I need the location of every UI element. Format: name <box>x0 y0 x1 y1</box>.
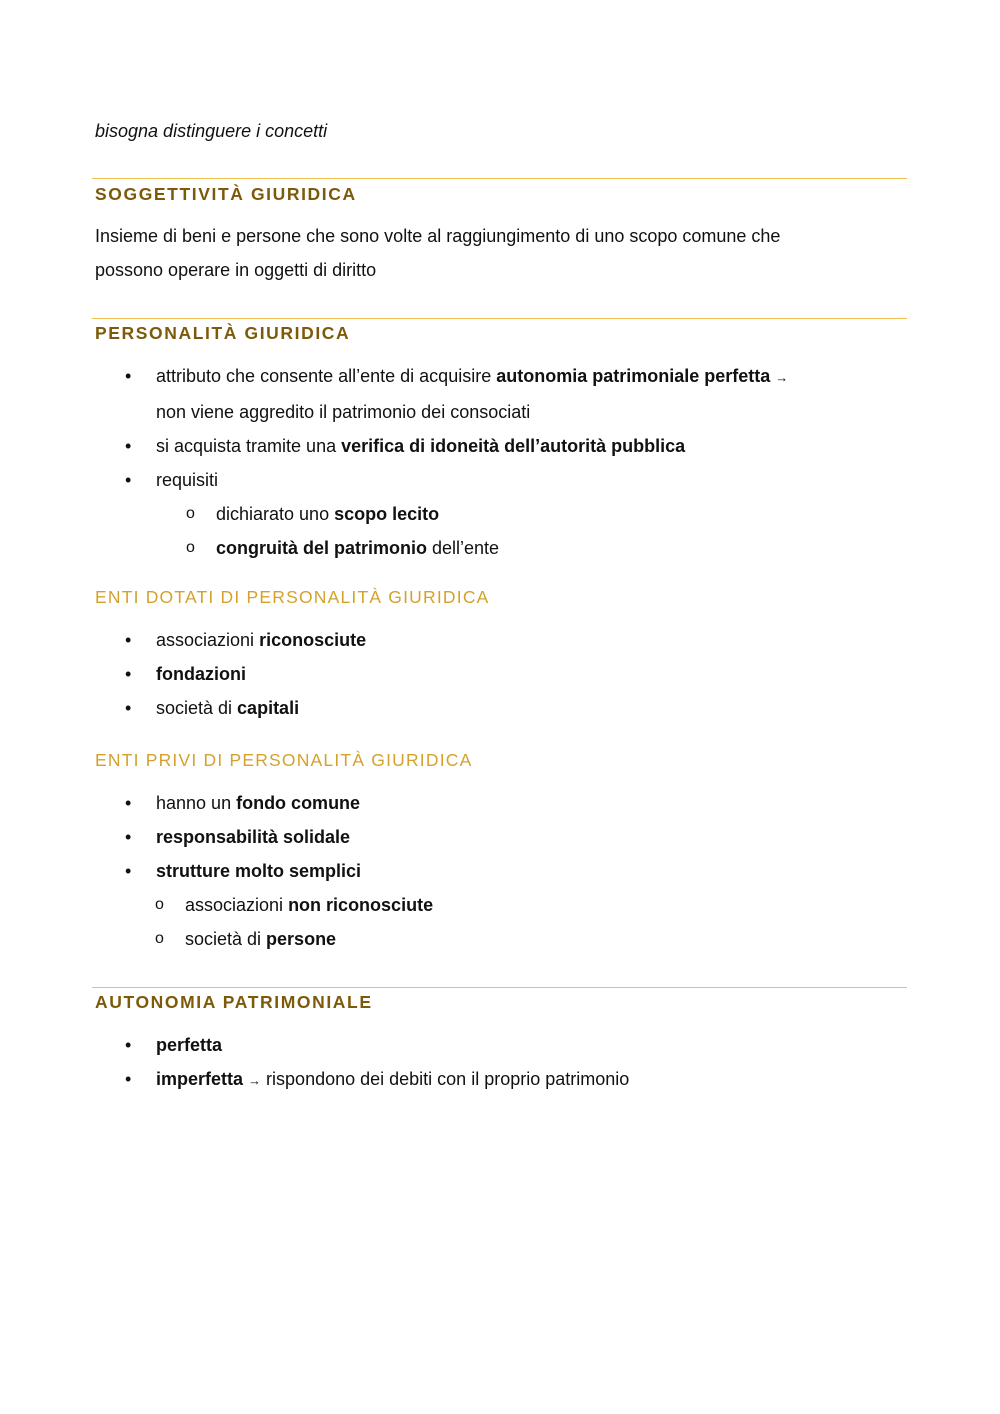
section-divider <box>92 178 907 179</box>
bullet-icon: • <box>125 366 132 386</box>
heading-enti-dotati: ENTI DOTATI DI PERSONALITÀ GIURIDICA <box>95 587 490 607</box>
bullet-icon: • <box>125 436 132 456</box>
section-divider <box>92 318 907 319</box>
bullet-icon: • <box>125 664 132 684</box>
list-enti-privi <box>95 786 855 956</box>
bullet-icon: • <box>125 630 132 650</box>
paragraph-line: Insieme di beni e persone che sono volte al raggiungimento di uno scopo comune che <box>95 226 781 246</box>
list-subitem: o dichiarato uno scopo lecito <box>95 497 855 531</box>
list-item: • hanno un fondo comune <box>95 786 855 820</box>
list-item: • requisiti <box>95 463 855 497</box>
heading-personalita: PERSONALITÀ GIURIDICA <box>95 323 351 343</box>
list-item: • imperfetta → rispondono dei debiti con il proprio patrimonio <box>95 1062 855 1098</box>
bullet-icon: • <box>125 470 132 490</box>
circle-bullet-icon: o <box>186 505 195 522</box>
heading-enti-privi: ENTI PRIVI DI PERSONALITÀ GIURIDICA <box>95 750 473 770</box>
circle-bullet-icon: o <box>186 539 195 556</box>
list-item: • attributo che consente all’ente di acquisire autonomia patrimoniale perfetta → non viene aggredito il patrimonio dei consociati <box>95 359 855 429</box>
list-enti-dotati <box>95 623 855 725</box>
list-personalita <box>95 359 855 565</box>
list-subitem: o società di persone <box>95 922 855 956</box>
bullet-icon: • <box>125 827 132 847</box>
list-item: • si acquista tramite una verifica di idoneità dell’autorità pubblica <box>95 429 855 463</box>
list-item: • perfetta <box>95 1028 855 1062</box>
list-autonomia <box>95 1028 855 1098</box>
list-subitem: o congruità del patrimonio dell’ente <box>95 531 855 565</box>
circle-bullet-icon: o <box>155 896 164 913</box>
list-subitem: o associazioni non riconosciute <box>95 888 855 922</box>
bullet-icon: • <box>125 698 132 718</box>
section-divider <box>92 987 907 988</box>
paragraph-line: possono operare in oggetti di diritto <box>95 260 377 280</box>
circle-bullet-icon: o <box>155 930 164 947</box>
list-item: • società di capitali <box>95 691 855 725</box>
list-item: • fondazioni <box>95 657 855 691</box>
bullet-icon: • <box>125 793 132 813</box>
bullet-icon: • <box>125 1069 132 1089</box>
bullet-icon: • <box>125 861 132 881</box>
heading-autonomia: AUTONOMIA PATRIMONIALE <box>95 992 373 1012</box>
arrow-icon: → <box>775 370 789 385</box>
list-item: • associazioni riconosciute <box>95 623 855 657</box>
arrow-icon: → <box>248 1073 262 1088</box>
intro-text: bisogna distinguere i concetti <box>95 121 328 141</box>
list-item: • responsabilità solidale <box>95 820 855 854</box>
bullet-icon: • <box>125 1035 132 1055</box>
paragraph-soggettivita <box>95 219 907 287</box>
heading-soggettivita: SOGGETTIVITÀ GIURIDICA <box>95 184 357 204</box>
list-item: • strutture molto semplici <box>95 854 855 888</box>
